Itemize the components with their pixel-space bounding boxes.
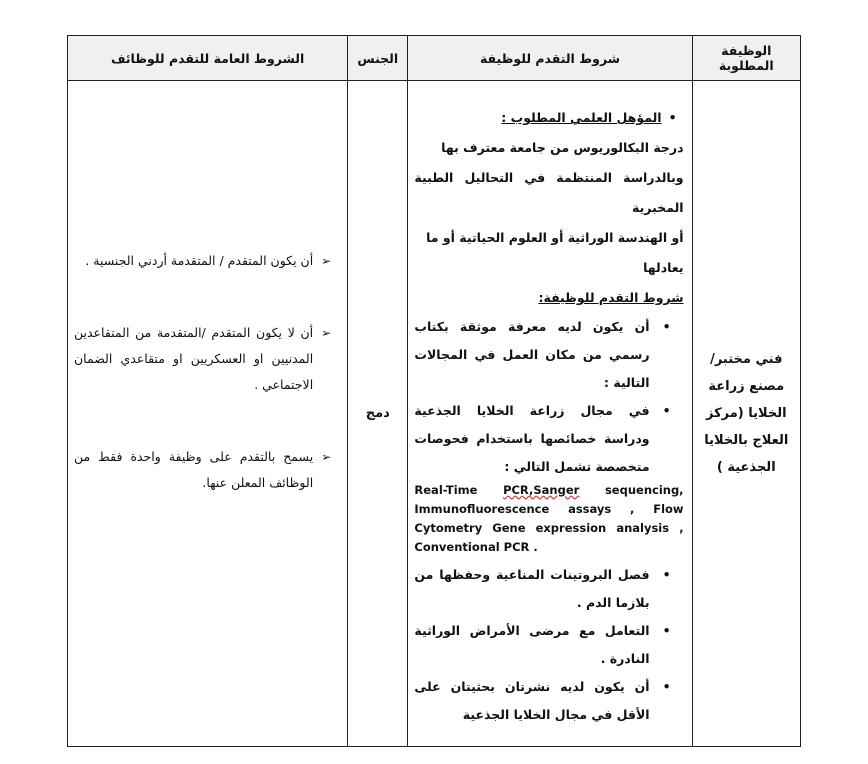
job-requirements-table bbox=[67, 35, 801, 747]
requirement-text: أن يكون لديه نشرتان بحثيتان على الأقل في مجال الخلايا الجذعية bbox=[414, 679, 650, 722]
list-item bbox=[414, 561, 683, 617]
conditions-cell bbox=[408, 81, 692, 747]
qualification-heading-line bbox=[414, 103, 683, 133]
bullet-icon: • bbox=[662, 319, 671, 334]
list-item bbox=[74, 444, 339, 496]
requirements-heading: شروط التقدم للوظيفة: bbox=[538, 290, 684, 305]
list-item bbox=[74, 248, 339, 274]
list-item bbox=[414, 313, 683, 397]
general-conditions-list bbox=[74, 248, 339, 496]
qualification-line: درجة البكالوريوس من جامعة معترف بها bbox=[441, 140, 684, 155]
arrow-bullet-icon: ➢ bbox=[321, 254, 332, 268]
table-row bbox=[68, 81, 801, 747]
bullet-icon: • bbox=[662, 403, 671, 418]
header-job: الوظيفة المطلوبة bbox=[692, 36, 800, 81]
qualification-heading: المؤهل العلمي المطلوب : bbox=[501, 110, 662, 125]
assay-list-english bbox=[414, 481, 683, 561]
requirement-text: أن يكون لديه معرفة موثقة بكتاب رسمي من مكان العمل في المجالات التالية : bbox=[414, 319, 650, 390]
header-gender: الجنس bbox=[348, 36, 408, 81]
job-title: فني مختبر/ مصنع زراعة الخلايا (مركز العلاج بالخلايا الجذعية ) bbox=[704, 352, 789, 475]
general-condition-text: يسمح بالتقدم على وظيفة واحدة فقط من الوظائف المعلن عنها. bbox=[74, 449, 314, 490]
requirement-text: في مجال زراعة الخلايا الجذعية ودراسة خصائصها باستخدام فحوصات متخصصة تشمل التالي : bbox=[414, 403, 650, 474]
gender-value: دمج bbox=[365, 406, 390, 421]
list-item bbox=[414, 617, 683, 673]
requirement-text: فصل البروتينات المناعية وحفظها من بلازما الدم . bbox=[414, 567, 650, 610]
qualification-line: وبالدراسة المنتظمة في التحاليل الطبية المخبرية bbox=[414, 170, 684, 215]
general-conditions-cell bbox=[68, 81, 348, 747]
bullet-icon: • bbox=[668, 110, 677, 125]
arrow-bullet-icon: ➢ bbox=[321, 326, 332, 340]
bullet-icon: • bbox=[662, 623, 671, 638]
general-condition-text: أن يكون المتقدم / المتقدمة أردني الجنسية . bbox=[85, 253, 314, 268]
bullet-icon: • bbox=[662, 679, 671, 694]
table-header-row bbox=[68, 36, 801, 81]
assay-text-misspelled: PCR,Sanger bbox=[503, 483, 580, 497]
requirement-text: التعامل مع مرضى الأمراض الوراثية النادرة . bbox=[414, 623, 650, 666]
header-conditions: شروط التقدم للوظيفة bbox=[408, 36, 692, 81]
requirements-list bbox=[414, 313, 683, 481]
job-title-cell bbox=[692, 81, 800, 747]
arrow-bullet-icon: ➢ bbox=[321, 450, 332, 464]
qualification-line: أو الهندسة الوراثية أو العلوم الحياتية أو ما bbox=[426, 230, 684, 245]
assay-text: Real-Time bbox=[414, 483, 504, 497]
list-item bbox=[414, 673, 683, 729]
qualification-line: يعادلها bbox=[643, 260, 684, 275]
assay-text: sequencing, Immunofluorescence assays , Flow Cytometry Gene expression analysis , Conventional PCR . bbox=[414, 483, 684, 554]
header-general-conditions: الشروط العامة للتقدم للوظائف bbox=[68, 36, 348, 81]
general-condition-text: أن لا يكون المتقدم /المتقدمة من المتقاعدين المدنيين او العسكريين او متقاعدي الضمان الاجتماعي . bbox=[74, 325, 314, 392]
list-item bbox=[414, 397, 683, 481]
list-item bbox=[74, 320, 339, 398]
requirements-list-continued bbox=[414, 561, 683, 729]
bullet-icon: • bbox=[662, 567, 671, 582]
gender-cell bbox=[348, 81, 408, 747]
